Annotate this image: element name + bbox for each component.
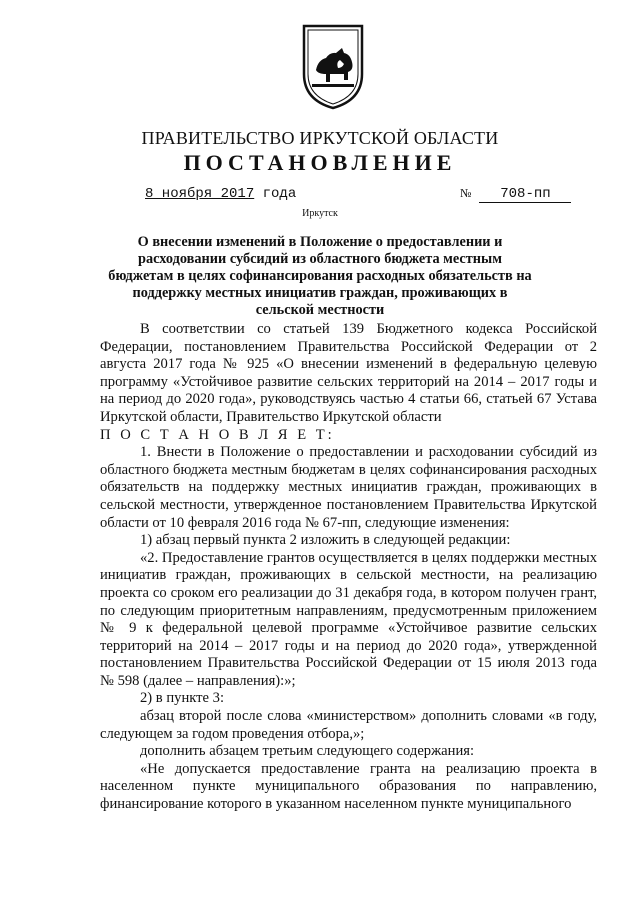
paragraph-quote-3: «Не допускается предоставление гранта на реализацию проекта в населенном пункте муниципального образования по направлению, финансирование которого в указанном населенном пункте муниципального — [100, 760, 597, 813]
paragraph-amend-3-2: абзац второй после слова «министерством» дополнить словами «в году, следующем за годом проведения отбора,»; — [100, 708, 597, 742]
document-number — [460, 186, 571, 203]
paragraph-quote-2: «2. Предоставление грантов осуществляется в целях поддержки местных инициатив граждан, проживающих в сельской местности, на реализацию проекта со сроком его реализации до 31 декабря года, в котором получен грант, по следующим приоритетным направлениям, предусмотренным приложением № 9 к федеральной целевой программе «Устойчивое развитие сельских территорий на 2014 – 2017 годы и на период до 2020 года», утвержденной постановлением Правительства Российской Федерации от 15 июля 2013 года № 598 (далее – направления):»; — [100, 549, 597, 689]
document-date — [145, 186, 296, 202]
paragraph-resolves: П О С Т А Н О В Л Я Е Т: — [100, 426, 335, 443]
document-body — [100, 321, 597, 814]
document-type: ПОСТАНОВЛЕНИЕ — [183, 150, 457, 175]
paragraph-preamble: В соответствии со статьей 139 Бюджетного кодекса Российской Федерации, постановлением Правительства Российской Федерации от 2 августа 2017 года № 925 «О внесении изменений в федеральную целевую программу «Устойчивое развитие сельских территорий на 2014 – 2017 годы и на период до 2020 года», руководствуясь частью 4 статьи 66, статьей 67 Устава Иркутской области, Правительство Иркутской области — [100, 321, 597, 425]
government-name: ПРАВИТЕЛЬСТВО ИРКУТСКОЙ ОБЛАСТИ — [141, 128, 499, 148]
paragraph-item-1: 1. Внести в Положение о предоставлении и расходовании субсидий из областного бюджета местным бюджетам в целях софинансирования расходных обязательств на поддержку местных инициатив граждан, проживающих в сельской местности, утвержденное постановлением Правительства Иркутской области от 10 февраля 2016 года № 67-пп, следующие изменения: — [100, 444, 597, 531]
paragraph-amend-3-3: дополнить абзацем третьим следующего содержания: — [140, 743, 475, 760]
document-title: О внесении изменений в Положение о предоставлении и расходовании субсидий из областного бюджета местным бюджетам в целях софинансирования расходных обязательств на поддержку местных инициатив граждан, проживающих в сельской местности — [108, 234, 532, 318]
number-sign: № — [460, 186, 472, 200]
number-value: 708-пп — [479, 186, 571, 203]
paragraph-subitem-2: 2) в пункте 3: — [140, 690, 225, 707]
date-suffix: года — [262, 186, 297, 202]
date-value: 8 ноября 2017 — [145, 186, 255, 202]
irkutsk-coat-of-arms-icon — [300, 22, 366, 112]
document-city: Иркутск — [302, 208, 338, 219]
paragraph-subitem-1: 1) абзац первый пункта 2 изложить в следующей редакции: — [140, 532, 511, 549]
